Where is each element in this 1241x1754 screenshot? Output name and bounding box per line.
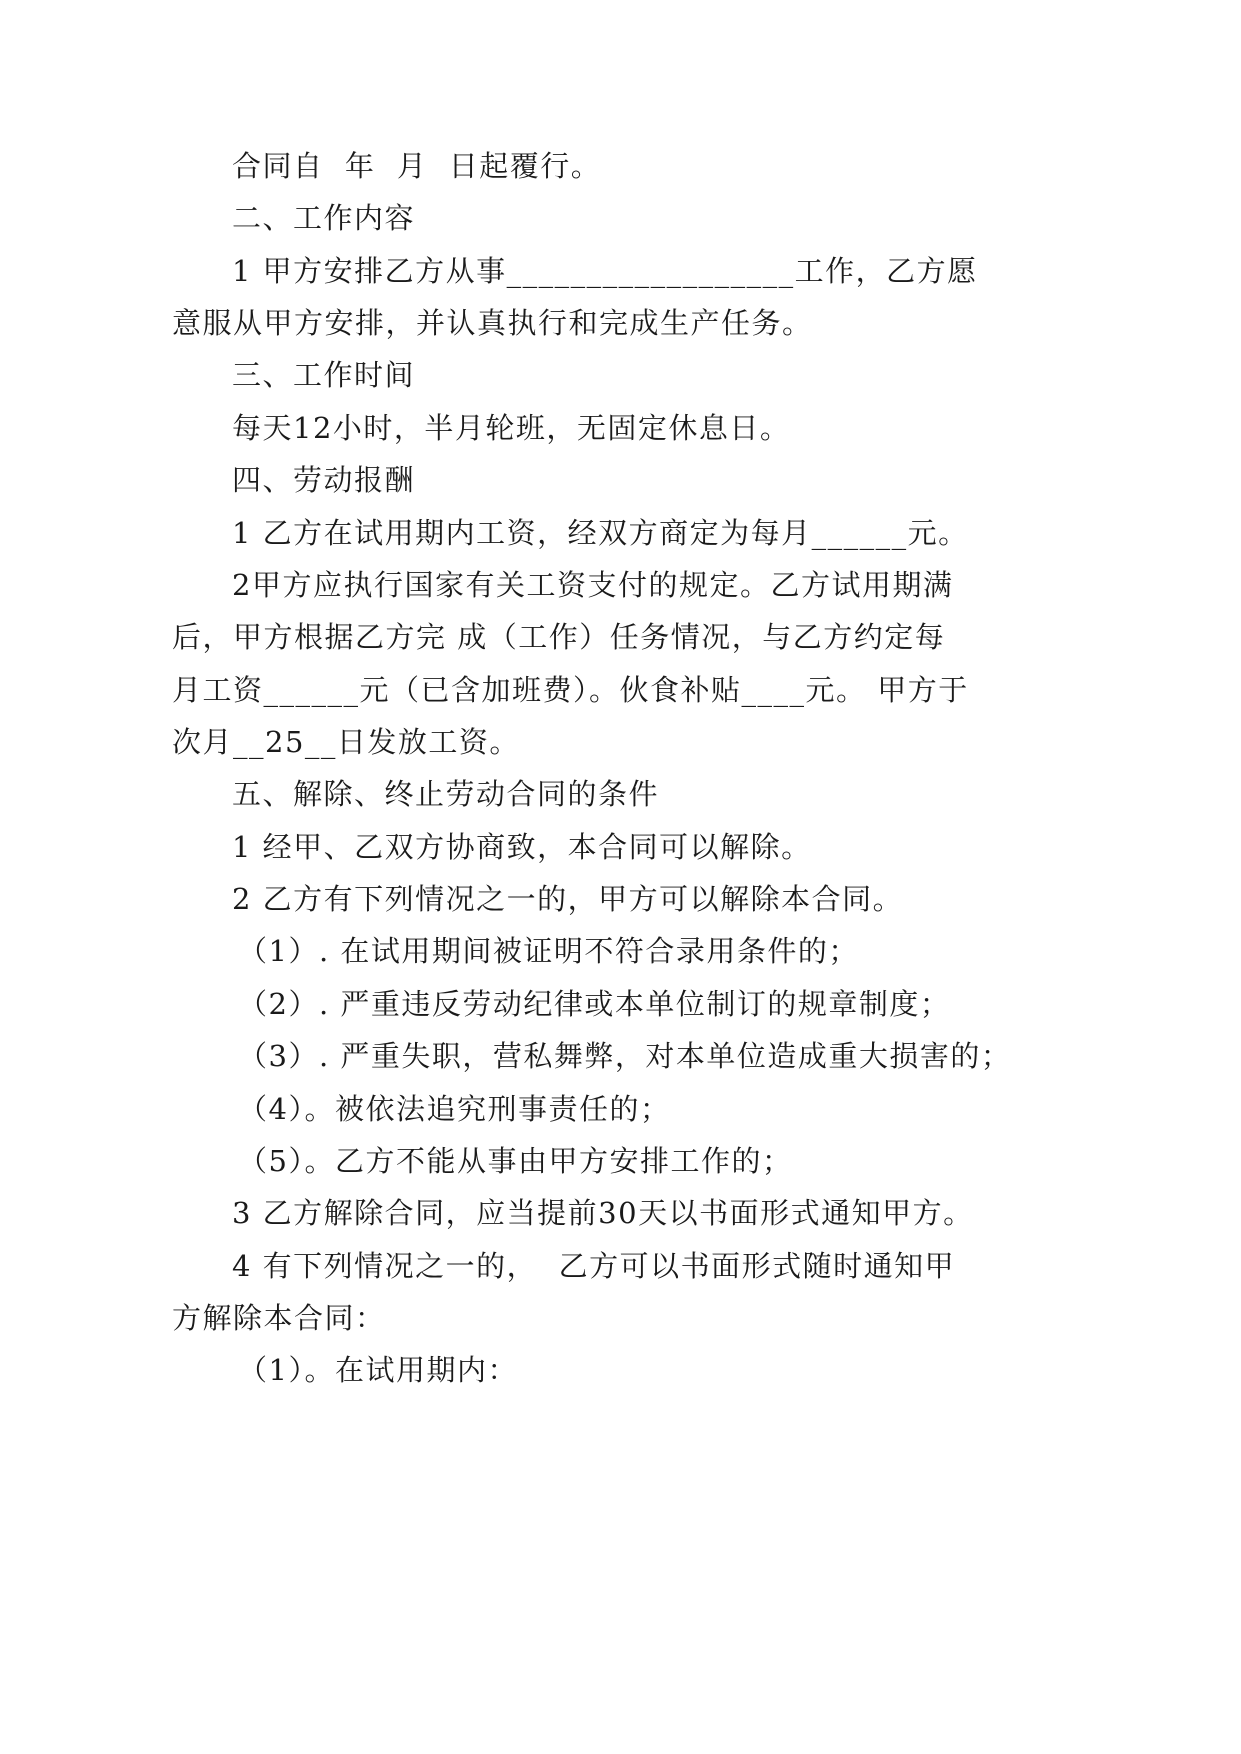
text-line: 每天12小时，半月轮班，无固定休息日。 [232, 411, 791, 445]
text-line: 次月__25__日发放工资。 [172, 725, 520, 759]
text-line: 合同自 年 月 日起覆行。 [232, 149, 602, 183]
text-line: 3 乙方解除合同，应当提前30天以书面形式通知甲方。 [232, 1196, 974, 1230]
text-line: 4 有下列情况之一的， 乙方可以书面形式随时通知甲 [232, 1249, 956, 1283]
text-line: 1 乙方在试用期内工资，经双方商定为每月______元。 [232, 516, 969, 550]
text-line: 2甲方应执行国家有关工资支付的规定。乙方试用期满 [232, 568, 954, 602]
text-line: 意服从甲方安排，并认真执行和完成生产任务。 [172, 306, 813, 340]
list-item: （2）. 严重违反劳动纪律或本单位制订的规章制度； [238, 987, 951, 1021]
section-heading: 二、工作内容 [232, 201, 416, 235]
list-item: （3）. 严重失职，营私舞弊，对本单位造成重大损害的； [238, 1039, 1012, 1073]
section-heading: 五、解除、终止劳动合同的条件 [232, 777, 660, 811]
text-line: 1 经甲、乙双方协商致，本合同可以解除。 [232, 830, 812, 864]
list-item: （1）. 在试用期间被证明不符合录用条件的； [238, 934, 859, 968]
text-line: 1 甲方安排乙方从事__________________工作，乙方愿 [232, 254, 978, 288]
text-line: 后，甲方根据乙方完 成（工作）任务情况，与乙方约定每 [172, 620, 946, 654]
list-item: （5）。乙方不能从事由甲方安排工作的； [238, 1144, 793, 1178]
text-line: 方解除本合同： [172, 1301, 386, 1335]
list-item: （4）。被依法追究刑事责任的； [238, 1092, 671, 1126]
section-heading: 三、工作时间 [232, 358, 416, 392]
section-heading: 四、劳动报酬 [232, 463, 416, 497]
list-item: （1）。在试用期内： [238, 1353, 518, 1387]
text-line: 月工资______元（已含加班费）。伙食补贴____元。 甲方于 [172, 673, 969, 707]
text-line: 2 乙方有下列情况之一的，甲方可以解除本合同。 [232, 882, 904, 916]
